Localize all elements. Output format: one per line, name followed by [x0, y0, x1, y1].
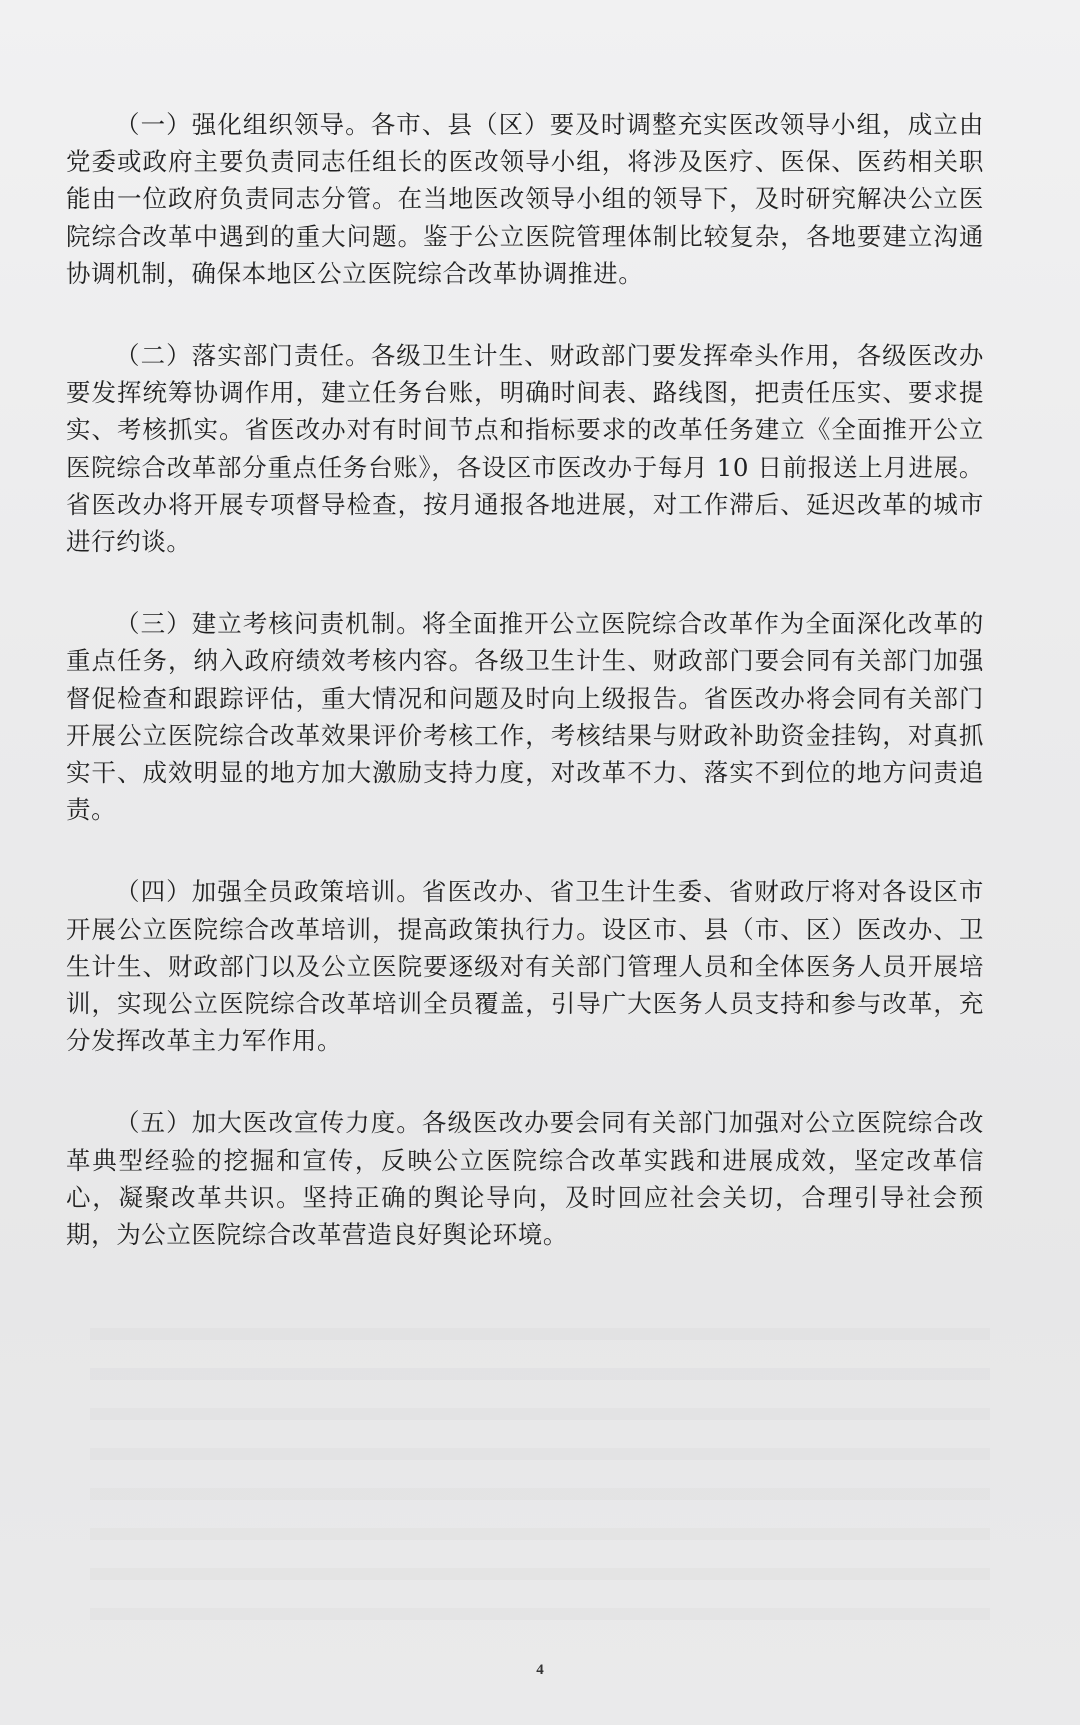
- document-body: [66, 106, 984, 1298]
- paragraph-department-responsibility: （二）落实部门责任。各级卫生计生、财政部门要发挥牵头作用，各级医改办要发挥统筹协调作用，建立任务台账，明确时间表、路线图，把责任压实、要求提实、考核抓实。省医改办对有时间节点和指标要求的改革任务建立《全面推开公立医院综合改革部分重点任务台账》，各设区市医改办于每月 10 日前报送上月进展。省医改办将开展专项督导检查，按月通报各地进展，对工作滞后、延迟改革的城市进行约谈。: [66, 341, 984, 557]
- page-number: 4: [536, 1662, 544, 1678]
- paragraph-organization-leadership: （一）强化组织领导。各市、县（区）要及时调整充实医改领导小组，成立由党委或政府主要负责同志任组长的医改领导小组，将涉及医疗、医保、医药相关职能由一位政府负责同志分管。在当地医改领导小组的领导下，及时研究解决公立医院综合改革中遇到的重大问题。鉴于公立医院管理体制比较复杂，各地要建立沟通协调机制，确保本地区公立医院综合改革协调推进。: [66, 110, 984, 288]
- show-through-texture: [90, 1300, 990, 1620]
- paragraph-publicity: （五）加大医改宣传力度。各级医改办要会同有关部门加强对公立医院综合改革典型经验的挖掘和宣传，反映公立医院综合改革实践和进展成效，坚定改革信心，凝聚改革共识。坚持正确的舆论导向，及时回应社会关切，合理引导社会预期，为公立医院综合改革营造良好舆论环境。: [66, 1108, 984, 1250]
- paragraph-policy-training: （四）加强全员政策培训。省医改办、省卫生计生委、省财政厅将对各设区市开展公立医院综合改革培训，提高政策执行力。设区市、县（市、区）医改办、卫生计生、财政部门以及公立医院要逐级对有关部门管理人员和全体医务人员开展培训，实现公立医院综合改革培训全员覆盖，引导广大医务人员支持和参与改革，充分发挥改革主力军作用。: [66, 877, 984, 1056]
- paragraph-accountability-mechanism: （三）建立考核问责机制。将全面推开公立医院综合改革作为全面深化改革的重点任务，纳入政府绩效考核内容。各级卫生计生、财政部门要会同有关部门加强督促检查和跟踪评估，重大情况和问题及时向上级报告。省医改办将会同有关部门开展公立医院综合改革效果评价考核工作，考核结果与财政补助资金挂钩，对真抓实干、成效明显的地方加大激励支持力度，对改革不力、落实不到位的地方问责追责。: [66, 609, 984, 825]
